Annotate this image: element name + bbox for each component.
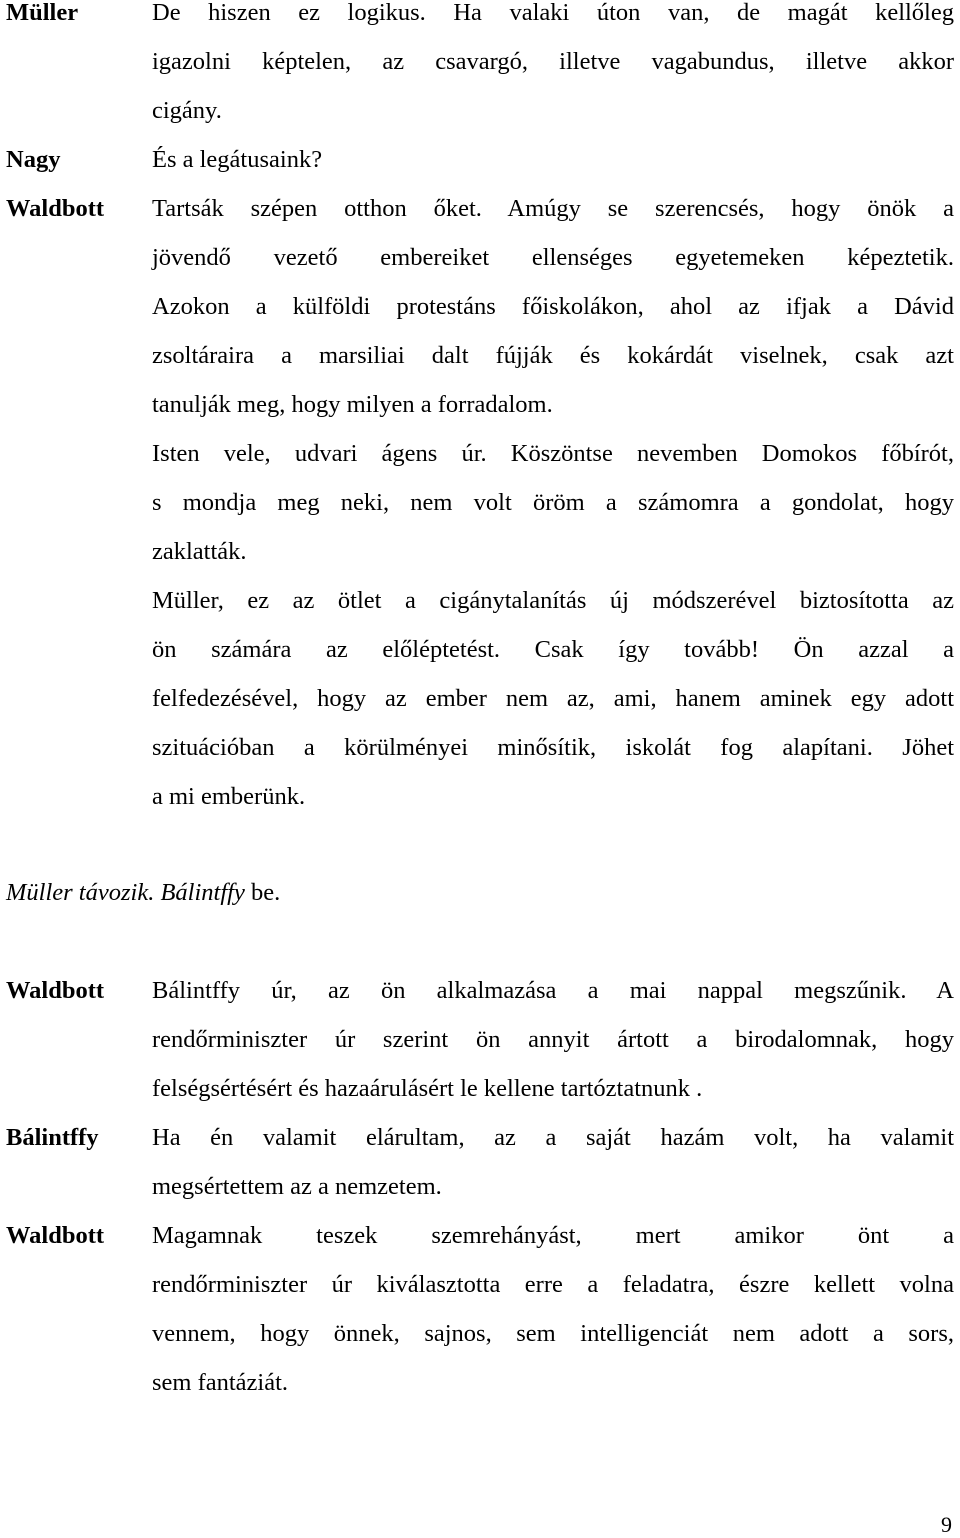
dialogue-text: Bálintffy úr, az ön alkalmazása a mai nappal megszűnik. A — [152, 977, 954, 1004]
dialogue-line — [6, 282, 954, 331]
dialogue-text: Ha én valamit elárultam, az a saját hazám volt, ha valamit — [152, 1124, 954, 1151]
dialogue-text: rendőrminiszter úr kiválasztotta erre a feladatra, észre kellett volna — [152, 1271, 954, 1298]
dialogue-text: De hiszen ez logikus. Ha valaki úton van, de magát kellőleg — [152, 0, 954, 26]
speaker-name: Waldbott — [6, 977, 105, 1004]
dialogue-text: tanulják meg, hogy milyen a forradalom. — [152, 391, 553, 418]
speaker-name: Waldbott — [6, 1222, 105, 1249]
dialogue-block-2 — [6, 966, 954, 1407]
dialogue-text: felfedezésével, hogy az ember nem az, ami, hanem aminek egy adott — [152, 685, 954, 712]
dialogue-block-1 — [6, 0, 954, 821]
dialogue-text: zsoltáraira a marsiliai dalt fújják és kokárdát viselnek, csak azt — [152, 342, 954, 369]
dialogue-text: Magamnak teszek szemrehányást, mert amikor önt a — [152, 1222, 954, 1249]
dialogue-text: vennem, hogy önnek, sajnos, sem intelligenciát nem adott a sors, — [152, 1320, 954, 1347]
dialogue-line — [6, 1064, 954, 1113]
dialogue-line — [6, 1162, 954, 1211]
speaker-name: Nagy — [6, 146, 61, 173]
dialogue-text: Azokon a külföldi protestáns főiskolákon, ahol az ifjak a Dávid — [152, 293, 954, 320]
dialogue-line — [6, 772, 954, 821]
dialogue-line — [6, 380, 954, 429]
dialogue-text: zaklatták. — [152, 538, 247, 565]
dialogue-line — [6, 1015, 954, 1064]
dialogue-line — [6, 37, 954, 86]
speaker-name: Müller — [6, 0, 79, 26]
dialogue-text: Müller, ez az ötlet a cigánytalanítás új módszerével biztosította az — [152, 587, 954, 614]
dialogue-text: Isten vele, udvari ágens úr. Köszöntse nevemben Domokos főbírót, — [152, 440, 954, 467]
dialogue-text: sem fantáziát. — [152, 1369, 289, 1396]
dialogue-text: rendőrminiszter úr szerint ön annyit ártott a birodalomnak, hogy — [152, 1026, 954, 1053]
dialogue-line — [6, 966, 954, 1015]
dialogue-line — [6, 625, 954, 674]
speaker-name: Waldbott — [6, 195, 105, 222]
dialogue-text: ön számára az előléptetést. Csak így tovább! Ön azzal a — [152, 636, 954, 663]
dialogue-text: Tartsák szépen otthon őket. Amúgy se szerencsés, hogy önök a — [152, 195, 954, 222]
stage-direction-part-1: Müller távozik. — [6, 879, 155, 906]
dialogue-line — [6, 0, 954, 37]
dialogue-line — [6, 723, 954, 772]
dialogue-text: szituációban a körülményei minősítik, iskolát fog alapítani. Jöhet — [152, 734, 954, 761]
stage-direction-part-3: be. — [250, 879, 281, 906]
dialogue-line — [6, 576, 954, 625]
dialogue-line — [6, 429, 954, 478]
dialogue-text: megsértettem az a nemzetem. — [152, 1173, 442, 1200]
dialogue-line — [6, 1260, 954, 1309]
dialogue-line — [6, 331, 954, 380]
dialogue-line — [6, 1211, 954, 1260]
dialogue-text: cigány. — [152, 97, 222, 124]
dialogue-line — [6, 1309, 954, 1358]
dialogue-text: a mi emberünk. — [152, 783, 306, 810]
dialogue-line — [6, 184, 954, 233]
dialogue-line — [6, 674, 954, 723]
dialogue-line — [6, 135, 954, 184]
stage-direction — [6, 868, 280, 917]
dialogue-line — [6, 527, 954, 576]
dialogue-text: felségsértésért és hazaárulásért le kellene tartóztatnunk . — [152, 1075, 703, 1102]
dialogue-line — [6, 86, 954, 135]
dialogue-text: jövendő vezető embereiket ellenséges egyetemeken képeztetik. — [152, 244, 954, 271]
dialogue-text: igazolni képtelen, az csavargó, illetve vagabundus, illetve akkor — [152, 48, 954, 75]
dialogue-line — [6, 1358, 954, 1407]
dialogue-text: És a legátusaink? — [152, 146, 323, 173]
speaker-name: Bálintffy — [6, 1124, 99, 1151]
dialogue-line — [6, 478, 954, 527]
dialogue-line — [6, 1113, 954, 1162]
dialogue-line — [6, 233, 954, 282]
page-number: 9 — [941, 1512, 952, 1537]
stage-direction-part-2: Bálintffy — [160, 879, 245, 906]
dialogue-text: s mondja meg neki, nem volt öröm a számomra a gondolat, hogy — [152, 489, 954, 516]
